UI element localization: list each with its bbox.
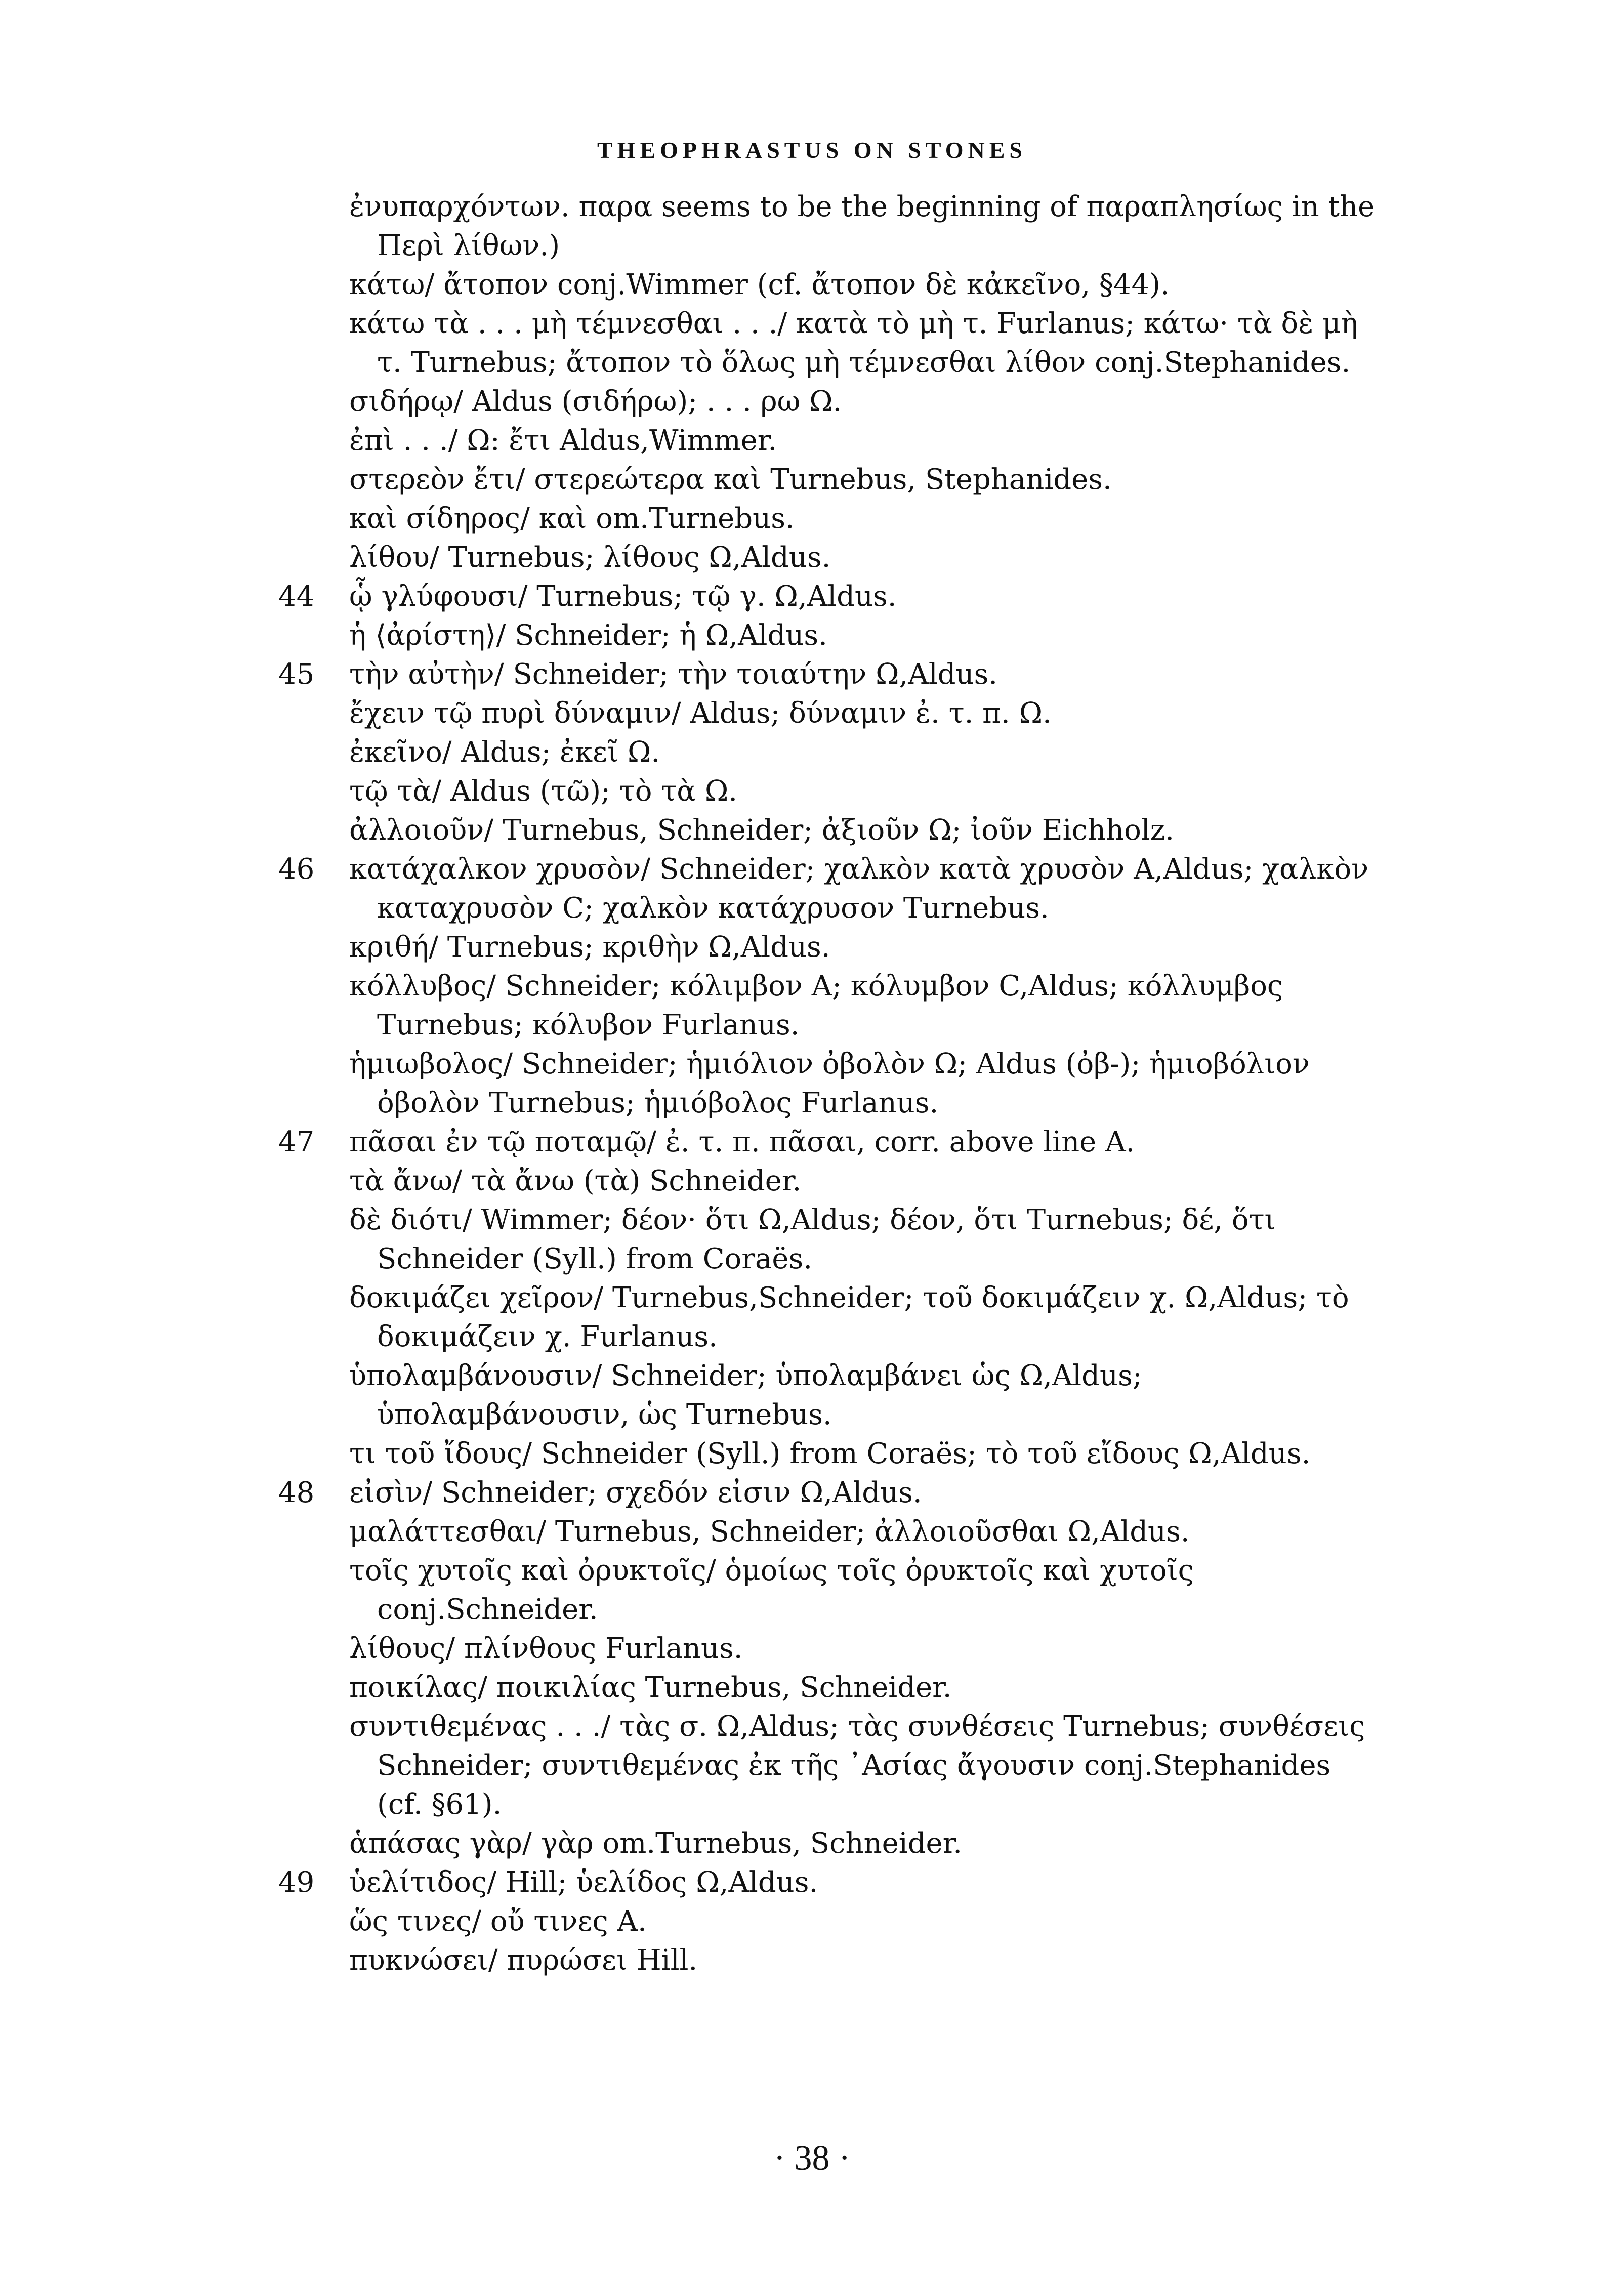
note-text: στερεὸν ἔτι/ στερεώτερα καὶ Turnebus, Stephanides. <box>349 463 1112 496</box>
note-text: ἁπάσας γὰρ/ γὰρ om.Turnebus, Schneider. <box>349 1827 963 1860</box>
note-text: ἐπὶ . . ./ Ω: ἔτι Aldus,Wimmer. <box>349 424 777 457</box>
apparatus-note <box>278 460 1382 499</box>
note-text: πυκνώσει/ πυρώσει Hill. <box>349 1944 698 1977</box>
section-number: 45 <box>278 658 315 691</box>
note-text: εἰσὶν/ Schneider; σχεδόν εἰσιν Ω,Aldus. <box>349 1476 922 1509</box>
apparatus-note <box>278 1629 1382 1668</box>
note-text: πᾶσαι ἐν τῷ ποταμῷ/ ἐ. τ. π. πᾶσαι, corr. above line A. <box>349 1126 1135 1158</box>
note-text: ποικίλας/ ποικιλίας Turnebus, Schneider. <box>349 1671 952 1704</box>
apparatus-note <box>278 1434 1382 1473</box>
note-text: καὶ σίδηρος/ καὶ om.Turnebus. <box>349 502 795 535</box>
apparatus-note <box>278 772 1382 811</box>
apparatus-note <box>278 1707 1382 1824</box>
apparatus-note <box>278 421 1382 460</box>
note-text: κατάχαλκον χρυσὸν/ Schneider; χαλκὸν κατὰ χρυσὸν A,Aldus; χαλκὸν καταχρυσὸν C; χαλκὸν κατάχρυσον Turnebus. <box>349 853 1369 925</box>
note-text: δοκιμάζει χεῖρον/ Turnebus,Schneider; τοῦ δοκιμάζειν χ. Ω,Aldus; τὸ δοκιμάζειν χ. Furlanus. <box>349 1281 1349 1353</box>
note-text: ἐκεῖνο/ Aldus; ἐκεῖ Ω. <box>349 736 660 769</box>
note-text: ὥς τινες/ οὔ τινες A. <box>349 1905 647 1938</box>
apparatus-note <box>278 1551 1382 1629</box>
note-text: ὑπολαμβάνουσιν/ Schneider; ὑπολαμβάνει ὡς Ω,Aldus; ὑπολαμβάνουσιν, ὡς Turnebus. <box>349 1359 1142 1431</box>
section-number: 46 <box>278 853 315 886</box>
note-text: ἀλλοιοῦν/ Turnebus, Schneider; ἀξιοῦν Ω; ἰοῦν Eichholz. <box>349 814 1175 847</box>
apparatus-note <box>278 577 1382 616</box>
note-text: τῷ τὰ/ Aldus (τῶ); τὸ τὰ Ω. <box>349 775 738 808</box>
apparatus-note <box>278 1278 1382 1356</box>
note-text: ἡμιωβολος/ Schneider; ἡμιόλιον ὀβολὸν Ω; Aldus (ὀβ-); ἡμιοβόλιον ὀβολὸν Turnebus; ἡμιόβολος Furlanus. <box>349 1048 1310 1119</box>
apparatus-note <box>278 928 1382 967</box>
apparatus-note <box>278 1902 1382 1941</box>
apparatus-note <box>278 1824 1382 1863</box>
note-text: λίθους/ πλίνθους Furlanus. <box>349 1632 743 1665</box>
apparatus-note <box>278 616 1382 655</box>
note-text: τοῖς χυτοῖς καὶ ὀρυκτοῖς/ ὁμοίως τοῖς ὀρυκτοῖς καὶ χυτοῖς conj.Schneider. <box>349 1554 1194 1626</box>
section-number: 44 <box>278 580 315 613</box>
apparatus-note <box>278 1200 1382 1278</box>
apparatus-note <box>278 538 1382 577</box>
note-text: τι τοῦ ἴδους/ Schneider (Syll.) from Coraës; τὸ τοῦ εἴδους Ω,Aldus. <box>349 1437 1311 1470</box>
apparatus-note <box>278 1941 1382 1980</box>
note-text: κριθή/ Turnebus; κριθὴν Ω,Aldus. <box>349 931 830 964</box>
section-number: 49 <box>278 1866 315 1899</box>
apparatus-note <box>278 187 1382 265</box>
note-text: κάτω τὰ . . . μὴ τέμνεσθαι . . ./ κατὰ τὸ μὴ τ. Furlanus; κάτω· τὰ δὲ μὴ τ. Turnebus; ἄτοπον τὸ ὅλως μὴ τέμνεσθαι λίθον conj.Stephanides. <box>349 307 1358 379</box>
apparatus-note <box>278 694 1382 733</box>
note-text: δὲ διότι/ Wimmer; δέον· ὅτι Ω,Aldus; δέον, ὅτι Turnebus; δέ, ὅτι Schneider (Syll.) from Coraës. <box>349 1203 1276 1275</box>
page-number: · 38 · <box>773 2139 851 2178</box>
section-number: 48 <box>278 1476 315 1509</box>
apparatus-note <box>278 655 1382 694</box>
apparatus-note <box>278 811 1382 850</box>
note-text: ἔχειν τῷ πυρὶ δύναμιν/ Aldus; δύναμιν ἐ. τ. π. Ω. <box>349 697 1052 730</box>
apparatus-note <box>278 1473 1382 1512</box>
apparatus-note <box>278 967 1382 1045</box>
note-text: ἐνυπαρχόντων. παρα seems to be the beginning of παραπλησίως in the Περὶ λίθων.) <box>349 190 1375 262</box>
section-number: 47 <box>278 1126 315 1158</box>
running-head: THEOPHRASTUS ON STONES <box>597 137 1027 163</box>
apparatus-note <box>278 1045 1382 1123</box>
note-text: τὴν αὐτὴν/ Schneider; τὴν τοιαύτην Ω,Aldus. <box>349 658 998 691</box>
apparatus-note <box>278 1863 1382 1902</box>
apparatus-criticus <box>278 187 1382 1980</box>
note-text: συντιθεμένας . . ./ τὰς σ. Ω,Aldus; τὰς συνθέσεις Turnebus; συνθέσεις Schneider; συντιθεμένας ἐκ τῆς ᾽Ασίας ἄγουσιν conj.Stephanides (cf. §61). <box>349 1710 1365 1821</box>
apparatus-note <box>278 382 1382 421</box>
note-text: ᾧ γλύφουσι/ Turnebus; τῷ γ. Ω,Aldus. <box>349 580 897 613</box>
apparatus-note <box>278 265 1382 304</box>
apparatus-note <box>278 499 1382 538</box>
apparatus-note <box>278 304 1382 382</box>
apparatus-note <box>278 850 1382 928</box>
apparatus-note <box>278 1512 1382 1551</box>
note-text: κόλλυβος/ Schneider; κόλιμβον A; κόλυμβον C,Aldus; κόλλυμβος Turnebus; κόλυβον Furlanus. <box>349 970 1283 1042</box>
note-text: λίθου/ Turnebus; λίθους Ω,Aldus. <box>349 541 831 574</box>
apparatus-note <box>278 1356 1382 1434</box>
apparatus-note <box>278 1123 1382 1161</box>
apparatus-note <box>278 1668 1382 1707</box>
apparatus-note <box>278 733 1382 772</box>
note-text: σιδήρῳ/ Aldus (σιδήρω); . . . ρω Ω. <box>349 385 842 418</box>
apparatus-note <box>278 1161 1382 1200</box>
note-text: κάτω/ ἄτοπον conj.Wimmer (cf. ἄτοπον δὲ κἀκεῖνο, §44). <box>349 268 1170 301</box>
note-text: μαλάττεσθαι/ Turnebus, Schneider; ἀλλοιοῦσθαι Ω,Aldus. <box>349 1515 1190 1548</box>
note-text: ὑελίτιδος/ Hill; ὑελίδος Ω,Aldus. <box>349 1866 818 1899</box>
note-text: ἡ ⟨ἀρίστη⟩/ Schneider; ἡ Ω,Aldus. <box>349 619 827 652</box>
note-text: τὰ ἄνω/ τὰ ἄνω (τὰ) Schneider. <box>349 1165 802 1197</box>
